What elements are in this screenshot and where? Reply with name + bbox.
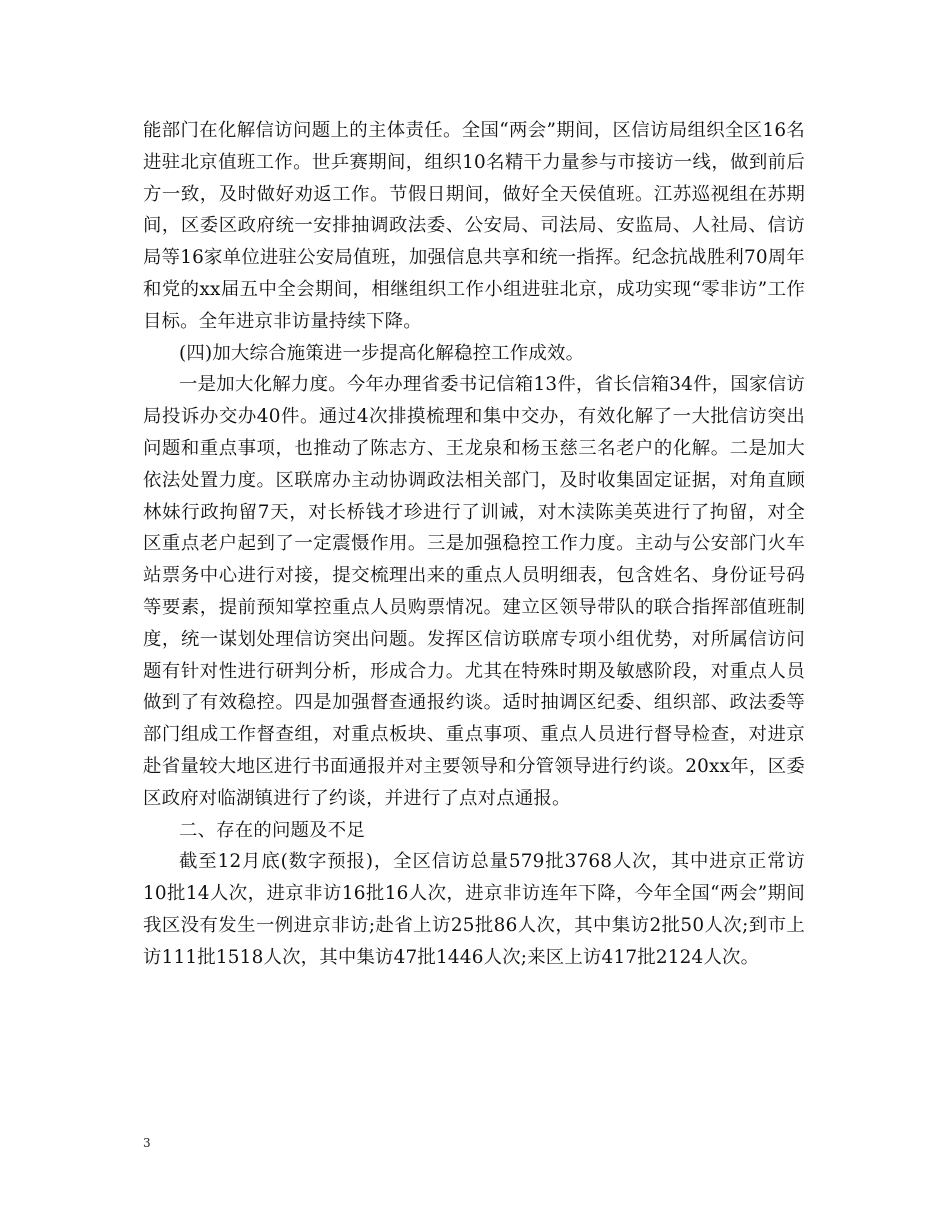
page-number: 3 bbox=[143, 1136, 151, 1150]
paragraph-statistics: 截至12月底(数字预报)，全区信访总量579批3768人次，其中进京正常访10批14人次，进京非访16批16人次，进京非访连年下降，今年全国“两会”期间我区没有发生一例进京非访;赴省上访25批86人次，其中集访2批50人次;到市上访111批1518人次，其中集访47批1446人次;来区上访417批2124人次。 bbox=[143, 851, 805, 968]
section-heading-problems: 二、存在的问题及不足 bbox=[179, 819, 365, 841]
paragraph-measures: 一是加大化解力度。今年办理省委书记信箱13件，省长信箱34件，国家信访局投诉办交办40件。通过4次排摸梳理和集中交办，有效化解了一大批信访突出问题和重点事项，也推动了陈志方、王龙泉和杨玉慈三名老户的化解。二是加大依法处置力度。区联席办主动协调政法相关部门，及时收集固定证据，对角直顾林妹行政拘留7天，对长桥钱才珍进行了训诫，对木渎陈美英进行了拘留，对全区重点老户起到了一定震慑作用。三是加强稳控工作力度。主动与公安部门火车站票务中心进行对接，提交梳理出来的重点人员明细表，包含姓名、身份证号码等要素，提前预知掌控重点人员购票情况。建立区领导带队的联合指挥部值班制度，统一谋划处理信访突出问题。发挥区信访联席专项小组优势，对所属信访问题有针对性进行研判分析，形成合力。尤其在特殊时期及敏感阶段，对重点人员做到了有效稳控。四是加强督查通报约谈。适时抽调区纪委、组织部、政法委等部门组成工作督查组，对重点板块、重点事项、重点人员进行督导检查，对进京赴省量较大地区进行书面通报并对主要领导和分管领导进行约谈。20xx年，区委区政府对临湖镇进行了约谈，并进行了点对点通报。 bbox=[143, 374, 805, 809]
document-body bbox=[143, 115, 805, 974]
section-heading-four: (四)加大综合施策进一步提高化解稳控工作成效。 bbox=[179, 342, 585, 364]
paragraph-continuation: 能部门在化解信访问题上的主体责任。全国“两会”期间，区信访局组织全区16名进驻北京值班工作。世乒赛期间，组织10名精干力量参与市接访一线，做到前后方一致，及时做好劝返工作。节假日期间，做好全天侯值班。江苏巡视组在苏期间，区委区政府统一安排抽调政法委、公安局、司法局、安监局、人社局、信访局等16家单位进驻公安局值班，加强信息共享和统一指挥。纪念抗战胜利70周年和党的xx届五中全会期间，相继组织工作小组进驻北京，成功实现“零非访”工作目标。全年进京非访量持续下降。 bbox=[143, 120, 805, 332]
